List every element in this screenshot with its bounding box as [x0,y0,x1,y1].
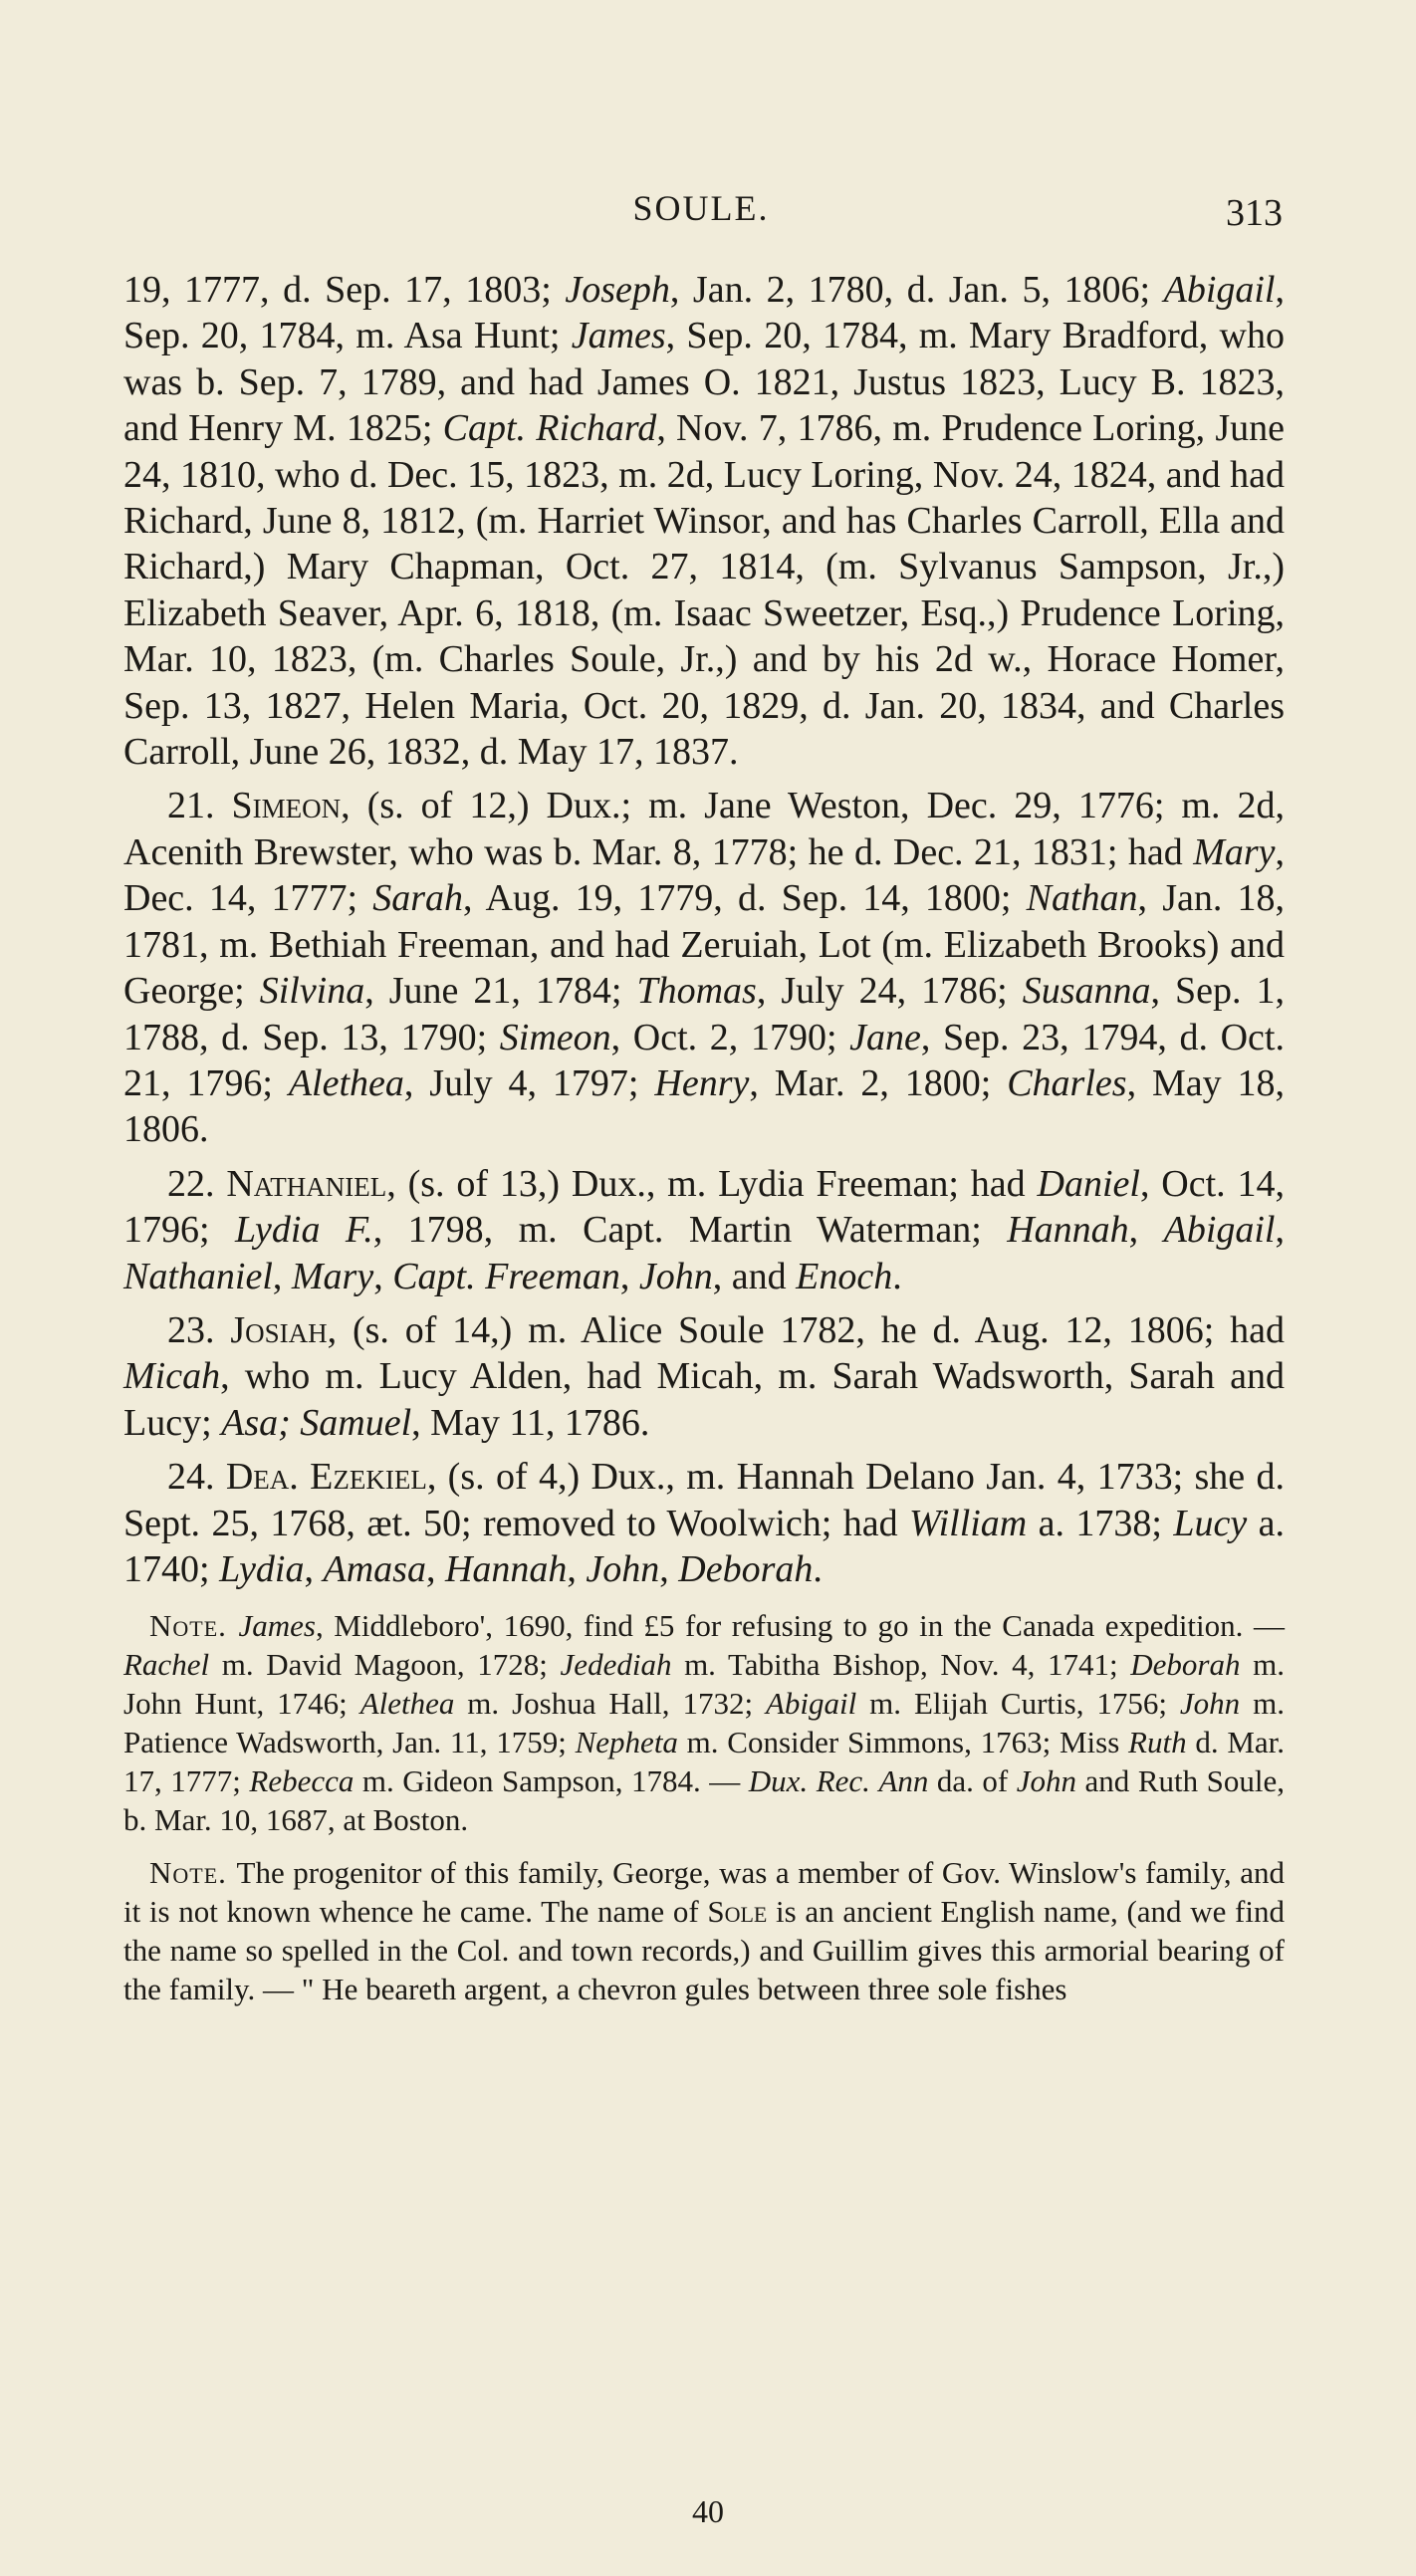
text-run: , Jan. 18, 1781, m. Bethiah Freeman, and had Zeruiah, Lot (m. Elizabeth Brooks) and George; [123,877,1286,1013]
entry-name: Josiah [230,1308,328,1351]
text-run: 19, 1777, d. Sep. 17, 1803; [123,269,566,311]
text-run: , Sep. 1, 1788, d. Sep. 13, 1790; [123,970,1286,1058]
text-run: m. Consider Simmons, 1763; Miss [677,1725,1129,1760]
text-run: , June 21, 1784; [364,970,637,1013]
text-run: , [272,1255,292,1297]
italic-name: Joseph [565,269,670,311]
page-number: 313 [1226,192,1283,234]
genealogy-paragraph [123,1161,1285,1299]
entry-name: Dea. Ezekiel [225,1456,427,1499]
genealogy-paragraph [123,1454,1285,1592]
italic-name: Capt. Richard [442,407,657,450]
italic-name: James [571,315,666,357]
italic-name: Susanna [1022,970,1151,1013]
note-label: Note. [149,1608,239,1644]
text-run: , [619,1255,639,1297]
text-run: m. Joshua Hall, 1732; [454,1686,766,1722]
text-run: , Mar. 2, 1800; [749,1061,1008,1104]
italic-name: Charles [1007,1061,1127,1104]
italic-name: Henry [654,1061,750,1104]
text-run: , Nov. 7, 1786, m. Prudence Loring, June 24, 1810, who d. Dec. 15, 1823, m. 2d, Lucy Loring, Nov. 24, 1824, and had Richard, June 8, 1812, (m. Harriet Winsor, and has Charles Carroll, Ella and Richard,) Mary Chapman, Oct. 27, 1814, (m. Sylvanus Sampson, Jr.,) Elizabeth Seaver, Apr. 6, 1818, (m. Isaac Sweetzer, Esq.,) Prudence Loring, Mar. 10, 1823, (m. Charles Soule, Jr.,) and by his 2d w., Horace Homer, Sep. 13, 1827, Helen Maria, Oct. 20, 1829, d. Jan. 20, 1834, and Charles Carroll, June 26, 1832, d. May 17, 1837. [123,407,1285,774]
italic-name: Mary [291,1255,374,1297]
text-run: , Sep. 20, 1784, m. Asa Hunt; [123,269,1285,357]
text-run: , [373,1255,393,1297]
text-run: a. 1740; [123,1502,1285,1590]
running-title: SOULE. [632,188,770,228]
italic-name: Amasa [323,1547,426,1590]
text-run: m. Elijah Curtis, 1756; [856,1686,1180,1722]
italic-name: Nepheta [575,1725,678,1760]
italic-name: Lydia F. [235,1209,373,1252]
text-run: . [813,1547,823,1590]
text-run: , [1275,1209,1285,1252]
italic-name: Dux. Rec. [748,1763,870,1799]
italic-name: Nathan [1026,877,1138,920]
italic-name: Enoch [796,1255,893,1297]
text-run: m. Gideon Sampson, 1784. — [354,1763,749,1799]
italic-name: Rebecca [249,1763,354,1799]
text-run: , [567,1547,587,1590]
text-run: 24. [167,1456,226,1499]
text-run: , Jan. 2, 1780, d. Jan. 5, 1806; [669,269,1164,311]
text-run: , Oct. 2, 1790; [610,1016,850,1058]
italic-name: Hannah [444,1547,568,1590]
italic-name: Deborah [678,1547,814,1590]
note-label: Note. [149,1855,237,1891]
text-run: , (s. of 13,) Dux., m. Lydia Freeman; had [386,1162,1038,1205]
italic-name: John [638,1255,713,1297]
italic-name: Ann [878,1763,929,1799]
italic-name: Mary [1193,830,1276,873]
text-run: , July 24, 1786; [756,970,1023,1013]
italic-name: Capt. Freeman [392,1255,620,1297]
genealogy-paragraph [123,1307,1285,1446]
text-run: , [659,1547,679,1590]
text-run: m. Patience Wadsworth, Jan. 11, 1759; [123,1686,1285,1760]
text-run: , and [712,1255,797,1297]
text-run: , [1128,1209,1164,1252]
entry-name: Nathaniel [226,1162,387,1205]
text-run: , [304,1547,324,1590]
italic-name: Daniel [1037,1162,1140,1205]
italic-name: Rachel [123,1647,210,1683]
text-run: and Ruth Soule, b. Mar. 10, 1687, at Boston. [123,1763,1285,1838]
text-run: 22. [167,1162,227,1205]
italic-name: Thomas [636,970,757,1013]
text-run: , 1798, m. Capt. Martin Waterman; [372,1209,1008,1252]
italic-name: Abigail [1163,1209,1276,1252]
text-run: , Aug. 19, 1779, d. Sep. 14, 1800; [463,877,1027,920]
italic-name: Silvina [259,970,365,1013]
italic-name: Lydia [219,1547,305,1590]
italic-name: Jedediah [560,1647,672,1683]
text-run: , Sep. 23, 1794, d. Oct. 21, 1796; [123,1016,1285,1104]
text-run: m. Tabitha Bishop, Nov. 4, 1741; [671,1647,1131,1683]
italic-name: Jane [849,1016,921,1058]
text-run: d. Mar. 17, 1777; [123,1725,1286,1799]
entry-name: Simeon [231,785,342,827]
text-run: 21. [167,785,232,827]
italic-name: Abigail [765,1686,857,1722]
text-run: is an ancient English name, (and we find the name so spelled in the Col. and town records,) and Guillim gives this armorial bearing of the family. — " He beareth argent, a chevron gules between three sole fishes [123,1894,1285,2007]
genealogy-paragraph [123,783,1285,1152]
note-paragraph [123,1606,1285,1839]
italic-name: Sarah [372,877,463,920]
text-run: , Sep. 20, 1784, m. Mary Bradford, who was b. Sep. 7, 1789, and had James O. 1821, Justus 1823, Lucy B. 1823, and Henry M. 1825; [123,315,1285,450]
text-run: , (s. of 12,) Dux.; m. Jane Weston, Dec. 29, 1776; m. 2d, Acenith Brewster, who was b. Mar. 8, 1778; he d. Dec. 21, 1831; had [123,785,1285,873]
genealogy-paragraph [123,267,1285,775]
italic-name: John [586,1547,660,1590]
italic-name: Nathaniel [123,1255,273,1297]
text-run: The progenitor of this family, George, was a member of Gov. Winslow's family, and it is not known whence he came. The name of [123,1855,1286,1930]
italic-name: William [909,1502,1028,1544]
italic-name: Asa; Samuel [221,1401,412,1444]
text-run: , Oct. 14, 1796; [123,1162,1285,1252]
note-paragraph [123,1853,1285,2008]
text-run: , who m. Lucy Alden, had Micah, m. Sarah Wadsworth, Sarah and Lucy; [123,1355,1285,1444]
signature-mark: 40 [692,2493,724,2529]
text-run: a. 1738; [1027,1502,1174,1544]
italic-name: Alethea [359,1686,455,1722]
italic-name: Micah [123,1355,221,1398]
text-run: , May 11, 1786. [411,1401,650,1444]
text-run: m. David Magoon, 1728; [209,1647,561,1683]
text-run: da. of [928,1763,1017,1799]
italic-name: James [238,1608,316,1644]
italic-name: Deborah [1130,1647,1241,1683]
text-run: , [425,1547,445,1590]
italic-name: Abigail [1163,269,1276,311]
italic-name: John [1179,1686,1241,1722]
text-run: . [892,1255,902,1297]
text-run: , (s. of 14,) m. Alice Soule 1782, he d. Aug. 12, 1806; had [327,1308,1285,1351]
italic-name: Alethea [288,1061,404,1104]
text-run: , Middleboro', 1690, find £5 for refusing to go in the Canada expedition. — [315,1608,1285,1644]
entry-name: Sole [707,1894,768,1930]
page-header [119,187,1283,237]
text-run: , July 4, 1797; [403,1061,655,1104]
text-run: m. John Hunt, 1746; [123,1647,1285,1722]
text-run: , May 18, 1806. [123,1061,1286,1151]
italic-name: Simeon [499,1016,611,1058]
body-text [123,267,1285,2008]
text-run: 23. [167,1308,231,1351]
italic-name: Ruth [1128,1725,1187,1760]
text-run: , Dec. 14, 1777; [123,830,1285,920]
italic-name: Hannah [1007,1209,1129,1252]
text-run: , (s. of 4,) Dux., m. Hannah Delano Jan. 4, 1733; she d. Sept. 25, 1768, æt. 50; removed to Woolwich; had [123,1456,1286,1544]
italic-name: John [1016,1763,1077,1799]
italic-name: Lucy [1173,1502,1248,1544]
